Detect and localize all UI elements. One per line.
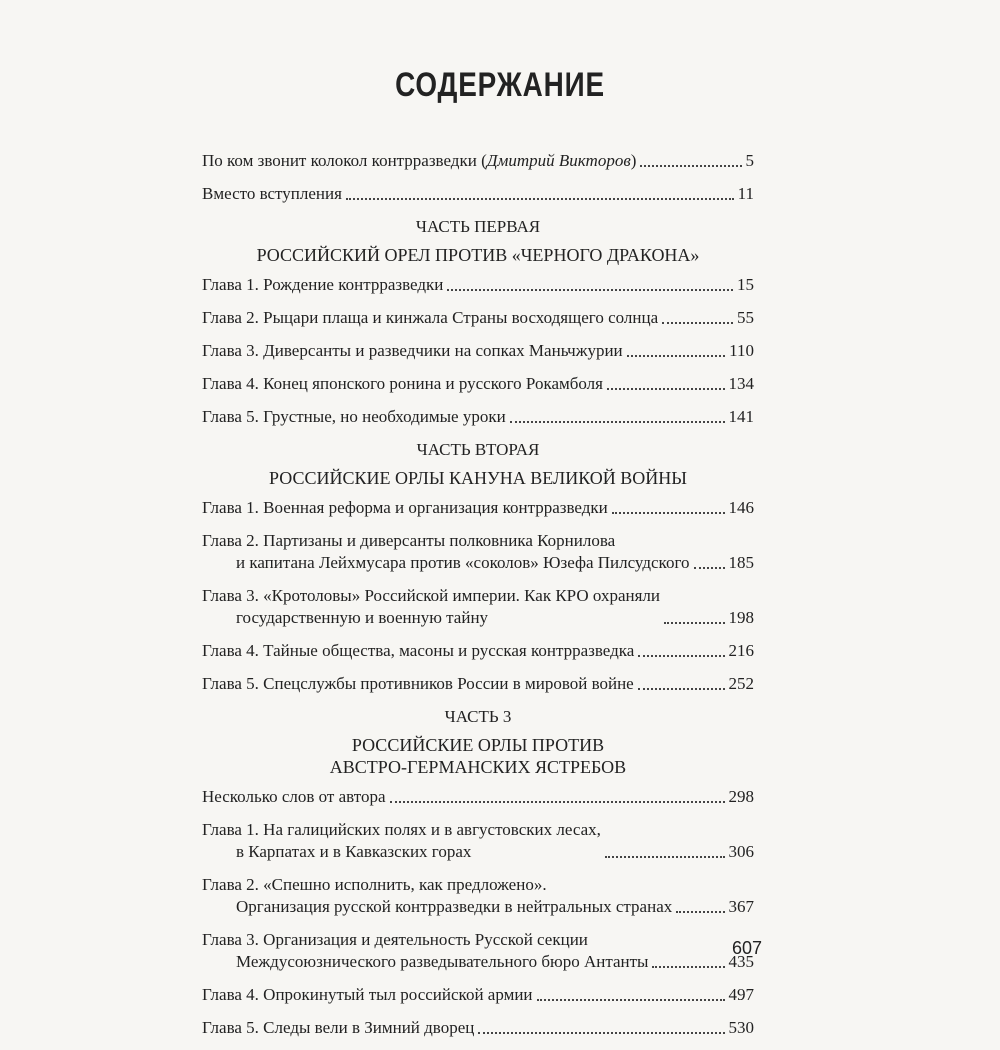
toc-entry: [202, 530, 754, 574]
entry-text: государственную и военную тайну: [236, 608, 489, 627]
toc-entry: [202, 373, 754, 395]
entry-text: в Карпатах и в Кавказских горах: [236, 842, 472, 861]
page-title: СОДЕРЖАНИЕ: [395, 66, 605, 104]
leader-dots: [390, 801, 725, 803]
entry-text: Глава 5. Спецслужбы противников России в мировой войне: [202, 674, 634, 693]
toc-entry: [202, 274, 754, 296]
toc-parts: [202, 216, 754, 1039]
leader-dots: [627, 355, 725, 357]
entry-text: Глава 2. «Спешно исполнить, как предложено».: [202, 875, 547, 894]
entry-text: Глава 3. «Кротоловы» Российской империи. Как КРО охраняли: [202, 586, 660, 605]
leader-dots: [607, 388, 725, 390]
leader-dots: [652, 966, 724, 968]
entry-text: Глава 1. Военная реформа и организация контрразведки: [202, 498, 608, 517]
toc-entry-introduction: [202, 183, 754, 205]
toc-entry: [202, 640, 754, 662]
toc-entry: [202, 786, 754, 808]
page-number: 110: [729, 341, 754, 360]
entry-text: Глава 1. На галицийских полях и в августовских лесах,: [202, 820, 601, 839]
entry-author: Дмитрий Викторов: [486, 151, 631, 170]
entry-text: Организация русской контрразведки в нейтральных странах: [236, 897, 673, 916]
part-number: ЧАСТЬ ВТОРАЯ: [416, 440, 540, 459]
page-number: 134: [728, 374, 754, 393]
leader-dots: [346, 198, 734, 200]
page-number: 146: [728, 498, 754, 517]
page-number: 367: [728, 897, 754, 916]
leader-dots: [510, 421, 725, 423]
part-number: ЧАСТЬ 3: [444, 707, 512, 726]
entry-text: Вместо вступления: [202, 184, 342, 203]
leader-dots: [478, 1032, 724, 1034]
leader-dots: [662, 322, 733, 324]
toc-entry: [202, 497, 754, 519]
part-title: РОССИЙСКИЕ ОРЛЫ КАНУНА ВЕЛИКОЙ ВОЙНЫ: [269, 468, 687, 488]
toc-entry: [202, 929, 754, 973]
page-number: 298: [728, 787, 754, 806]
entry-text: Глава 5. Грустные, но необходимые уроки: [202, 407, 506, 426]
toc-entry: [202, 585, 754, 629]
leader-dots: [612, 512, 725, 514]
leader-dots: [694, 567, 725, 569]
entry-text: и капитана Лейхмусара против «соколов» Юзефа Пилсудского: [236, 553, 690, 572]
leader-dots: [537, 999, 725, 1001]
leader-dots: [676, 911, 724, 913]
toc-entry: [202, 340, 754, 362]
leader-dots: [447, 289, 733, 291]
entry-text: Глава 5. Следы вели в Зимний дворец: [202, 1018, 475, 1037]
part-title: РОССИЙСКИЙ ОРЕЛ ПРОТИВ «ЧЕРНОГО ДРАКОНА»: [256, 245, 700, 265]
table-of-contents: [202, 150, 754, 1050]
entry-text-close: ): [630, 151, 637, 170]
toc-entry-foreword: [202, 150, 754, 172]
entry-text: Междусоюзнического разведывательного бюро Антанты: [236, 952, 649, 971]
toc-entry: [202, 819, 754, 863]
page-number: 141: [728, 407, 754, 426]
part-heading: [202, 439, 754, 489]
entry-text: Глава 4. Конец японского ронина и русского Рокамболя: [202, 374, 603, 393]
page-number: 11: [737, 184, 754, 203]
part-number: ЧАСТЬ ПЕРВАЯ: [415, 217, 541, 236]
page-number: 530: [728, 1018, 754, 1037]
leader-dots: [638, 688, 725, 690]
page-number: 185: [728, 553, 754, 572]
leader-dots: [640, 165, 741, 167]
leader-dots: [605, 856, 725, 858]
toc-entry: [202, 673, 754, 695]
entry-text: Глава 2. Рыцари плаща и кинжала Страны восходящего солнца: [202, 308, 659, 327]
part-title: РОССИЙСКИЕ ОРЛЫ ПРОТИВ: [351, 735, 605, 755]
page-number: 15: [737, 275, 754, 294]
leader-dots: [664, 622, 725, 624]
part-heading: [202, 216, 754, 266]
toc-entry: [202, 1017, 754, 1039]
leader-dots: [638, 655, 724, 657]
entry-text: По ком звонит колокол контрразведки (: [202, 151, 487, 170]
entry-text: Глава 2. Партизаны и диверсанты полковника Корнилова: [202, 531, 616, 550]
page-folio: 607: [731, 938, 762, 958]
page-number: 5: [745, 151, 754, 170]
entry-text: Глава 1. Рождение контрразведки: [202, 275, 444, 294]
toc-entry: [202, 874, 754, 918]
toc-entry: [202, 984, 754, 1006]
page-number: 198: [728, 608, 754, 627]
entry-text: Глава 4. Опрокинутый тыл российской армии: [202, 985, 533, 1004]
page-number: 216: [728, 641, 754, 660]
entry-text: Глава 4. Тайные общества, масоны и русская контрразведка: [202, 641, 635, 660]
toc-entry: [202, 406, 754, 428]
page-number: 497: [728, 985, 754, 1004]
entry-text: Глава 3. Организация и деятельность Русской секции: [202, 930, 588, 949]
page-number: 252: [728, 674, 754, 693]
toc-entry: [202, 307, 754, 329]
part-heading: [202, 706, 754, 778]
page-number: 306: [728, 842, 754, 861]
entry-text: Глава 3. Диверсанты и разведчики на сопках Маньчжурии: [202, 341, 623, 360]
page-number: 435: [728, 952, 754, 971]
part-title: АВСТРО-ГЕРМАНСКИХ ЯСТРЕБОВ: [329, 757, 627, 777]
entry-text: Несколько слов от автора: [202, 787, 386, 806]
page-number: 55: [737, 308, 754, 327]
